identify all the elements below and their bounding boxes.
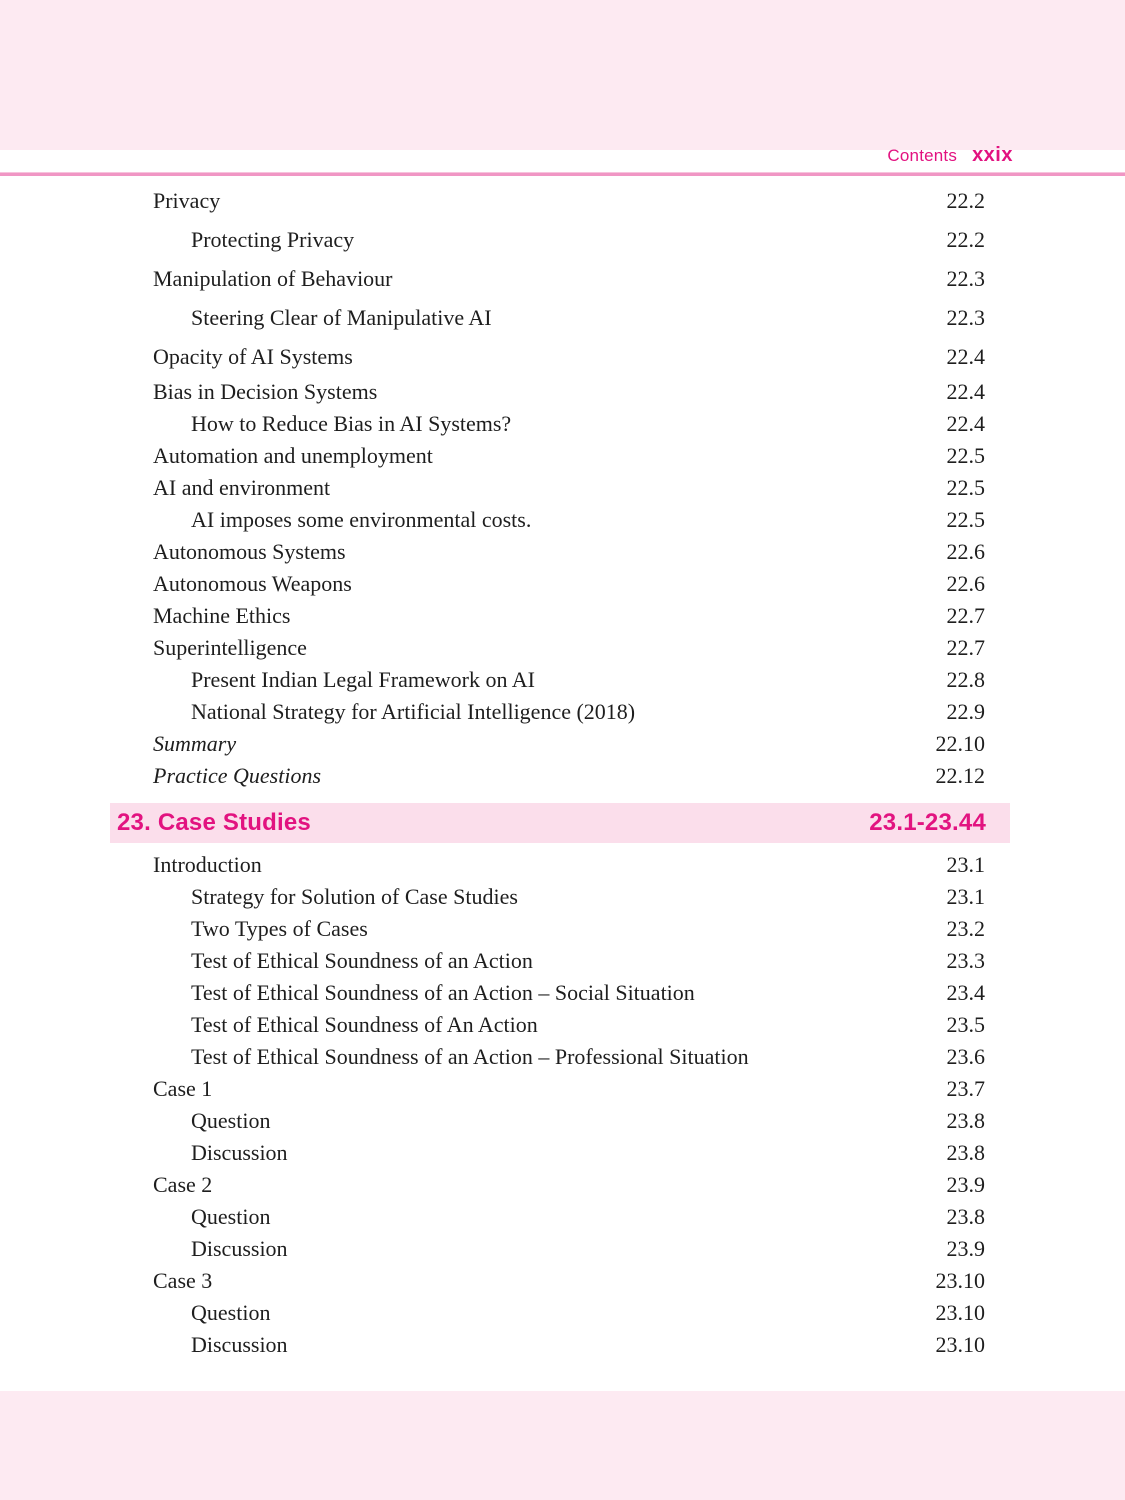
toc-entry-label: Discussion bbox=[191, 1236, 288, 1261]
toc-entry-page: 22.4 bbox=[946, 379, 985, 404]
toc-entry-page: 22.3 bbox=[946, 305, 985, 330]
toc-entry-page: 23.5 bbox=[946, 1012, 985, 1037]
toc-entry bbox=[153, 600, 985, 632]
toc-entry-page: 22.6 bbox=[946, 571, 985, 596]
toc-entry-label: How to Reduce Bias in AI Systems? bbox=[191, 411, 512, 436]
toc-entry-page: 23.2 bbox=[946, 916, 985, 941]
toc-entry bbox=[153, 536, 985, 568]
toc-entry-label: Automation and unemployment bbox=[153, 443, 433, 468]
toc-section-chapter-23 bbox=[153, 849, 985, 1361]
toc-entry bbox=[153, 1009, 985, 1041]
toc-entry-label: Test of Ethical Soundness of an Action – Social Situation bbox=[191, 980, 695, 1005]
toc-entry-label: Summary bbox=[153, 731, 237, 756]
toc-entry-page: 22.4 bbox=[946, 344, 985, 369]
bottom-margin-band bbox=[0, 1391, 1125, 1500]
toc-entry-label: Strategy for Solution of Case Studies bbox=[191, 884, 518, 909]
toc-entry-label: AI imposes some environmental costs. bbox=[191, 507, 532, 532]
toc-entry-label: Autonomous Systems bbox=[153, 539, 346, 564]
toc-entry bbox=[153, 181, 985, 220]
toc-entry-page: 22.2 bbox=[946, 188, 985, 213]
toc-entry bbox=[153, 977, 985, 1009]
toc-entry-label: Question bbox=[191, 1300, 271, 1325]
toc-entry bbox=[153, 1169, 985, 1201]
toc-entry-page: 22.9 bbox=[946, 699, 985, 724]
toc-entry-label: Protecting Privacy bbox=[191, 227, 355, 252]
toc-entry-label: Superintelligence bbox=[153, 635, 307, 660]
toc-entry bbox=[153, 1073, 985, 1105]
toc-entry-label: Case 3 bbox=[153, 1268, 213, 1293]
toc-entry bbox=[153, 1041, 985, 1073]
toc-entry-page: 23.9 bbox=[946, 1236, 985, 1261]
toc-entry bbox=[153, 376, 985, 408]
toc-entry-page: 22.4 bbox=[946, 411, 985, 436]
contents-label: Contents bbox=[887, 146, 958, 165]
toc-entry bbox=[153, 1329, 985, 1361]
toc-entry bbox=[153, 568, 985, 600]
header-rule bbox=[0, 172, 1125, 176]
toc-entry-label: Discussion bbox=[191, 1140, 288, 1165]
toc-entry bbox=[153, 849, 985, 881]
toc-entry bbox=[153, 945, 985, 977]
chapter-heading bbox=[110, 803, 1010, 843]
toc-entry-label: Test of Ethical Soundness of An Action bbox=[191, 1012, 538, 1037]
toc-entry bbox=[153, 472, 985, 504]
toc-entry bbox=[153, 298, 985, 337]
toc-entry-page: 22.12 bbox=[935, 763, 985, 788]
toc-entry-page: 23.10 bbox=[935, 1332, 985, 1357]
toc-entry-page: 23.8 bbox=[946, 1204, 985, 1229]
toc-entry-page: 23.1 bbox=[946, 884, 985, 909]
toc-entry-label: Steering Clear of Manipulative AI bbox=[191, 305, 492, 330]
toc-entry-page: 23.3 bbox=[946, 948, 985, 973]
toc-entry-label: Case 2 bbox=[153, 1172, 213, 1197]
toc-entry-page: 22.7 bbox=[946, 635, 985, 660]
toc-entry bbox=[153, 913, 985, 945]
toc-entry-label: Question bbox=[191, 1204, 271, 1229]
toc-entry-label: National Strategy for Artificial Intelligence (2018) bbox=[191, 699, 636, 724]
toc-entry-page: 22.5 bbox=[946, 443, 985, 468]
toc-entry-label: Case 1 bbox=[153, 1076, 213, 1101]
toc-entry-page: 22.3 bbox=[946, 266, 985, 291]
toc-entry bbox=[153, 337, 985, 376]
toc-entry-page: 23.8 bbox=[946, 1108, 985, 1133]
toc-entry-label: Two Types of Cases bbox=[191, 916, 368, 941]
toc-entry bbox=[153, 1297, 985, 1329]
toc-entry bbox=[153, 1201, 985, 1233]
toc-entry-label: Machine Ethics bbox=[153, 603, 291, 628]
toc-entry bbox=[153, 881, 985, 913]
toc-entry-page: 22.7 bbox=[946, 603, 985, 628]
toc-entry bbox=[153, 504, 985, 536]
running-head bbox=[887, 144, 1013, 167]
toc-entry-page: 22.5 bbox=[946, 507, 985, 532]
toc-entry-page: 23.9 bbox=[946, 1172, 985, 1197]
toc-entry-page: 22.8 bbox=[946, 667, 985, 692]
toc-entry-label: Discussion bbox=[191, 1332, 288, 1357]
toc-entry-label: Present Indian Legal Framework on AI bbox=[191, 667, 535, 692]
toc-entry-label: Privacy bbox=[153, 188, 221, 213]
toc-entry bbox=[153, 440, 985, 472]
toc-entry-page: 23.1 bbox=[946, 852, 985, 877]
toc-entry-label: Opacity of AI Systems bbox=[153, 344, 353, 369]
page-number-roman: xxix bbox=[972, 144, 1013, 166]
toc-entry-page: 23.8 bbox=[946, 1140, 985, 1165]
toc-entry bbox=[153, 1137, 985, 1169]
top-margin-band bbox=[0, 0, 1125, 150]
toc-entry bbox=[153, 408, 985, 440]
toc-entry-label: Bias in Decision Systems bbox=[153, 379, 378, 404]
toc-entry-label: Manipulation of Behaviour bbox=[153, 266, 393, 291]
toc-entry bbox=[153, 664, 985, 696]
toc-entry-label: Introduction bbox=[153, 852, 262, 877]
toc-entry-label: Test of Ethical Soundness of an Action – Professional Situation bbox=[191, 1044, 749, 1069]
toc-entry-page: 23.10 bbox=[935, 1268, 985, 1293]
toc-entry-page: 22.2 bbox=[946, 227, 985, 252]
toc-entry bbox=[153, 728, 985, 760]
toc-entry-page: 23.6 bbox=[946, 1044, 985, 1069]
toc-entry-label: Practice Questions bbox=[153, 763, 322, 788]
toc-entry bbox=[153, 259, 985, 298]
chapter-title: 23. Case Studies bbox=[117, 809, 311, 836]
toc-entry-page: 22.10 bbox=[935, 731, 985, 756]
toc-entry bbox=[153, 760, 985, 792]
toc-entry-page: 22.6 bbox=[946, 539, 985, 564]
toc-entry-label: Question bbox=[191, 1108, 271, 1133]
toc-entry bbox=[153, 220, 985, 259]
toc-entry bbox=[153, 1265, 985, 1297]
toc-entry bbox=[153, 696, 985, 728]
toc-entry-label: Test of Ethical Soundness of an Action bbox=[191, 948, 533, 973]
toc-entry bbox=[153, 1105, 985, 1137]
toc-entry-page: 23.4 bbox=[946, 980, 985, 1005]
toc-entry-label: AI and environment bbox=[153, 475, 331, 500]
chapter-page-range: 23.1-23.44 bbox=[869, 809, 986, 836]
toc-entry-page: 23.10 bbox=[935, 1300, 985, 1325]
toc-section-chapter-22 bbox=[153, 181, 985, 792]
toc-entry-page: 23.7 bbox=[946, 1076, 985, 1101]
toc-entry bbox=[153, 1233, 985, 1265]
toc-entry-label: Autonomous Weapons bbox=[153, 571, 352, 596]
toc-entry-page: 22.5 bbox=[946, 475, 985, 500]
toc-entry bbox=[153, 632, 985, 664]
